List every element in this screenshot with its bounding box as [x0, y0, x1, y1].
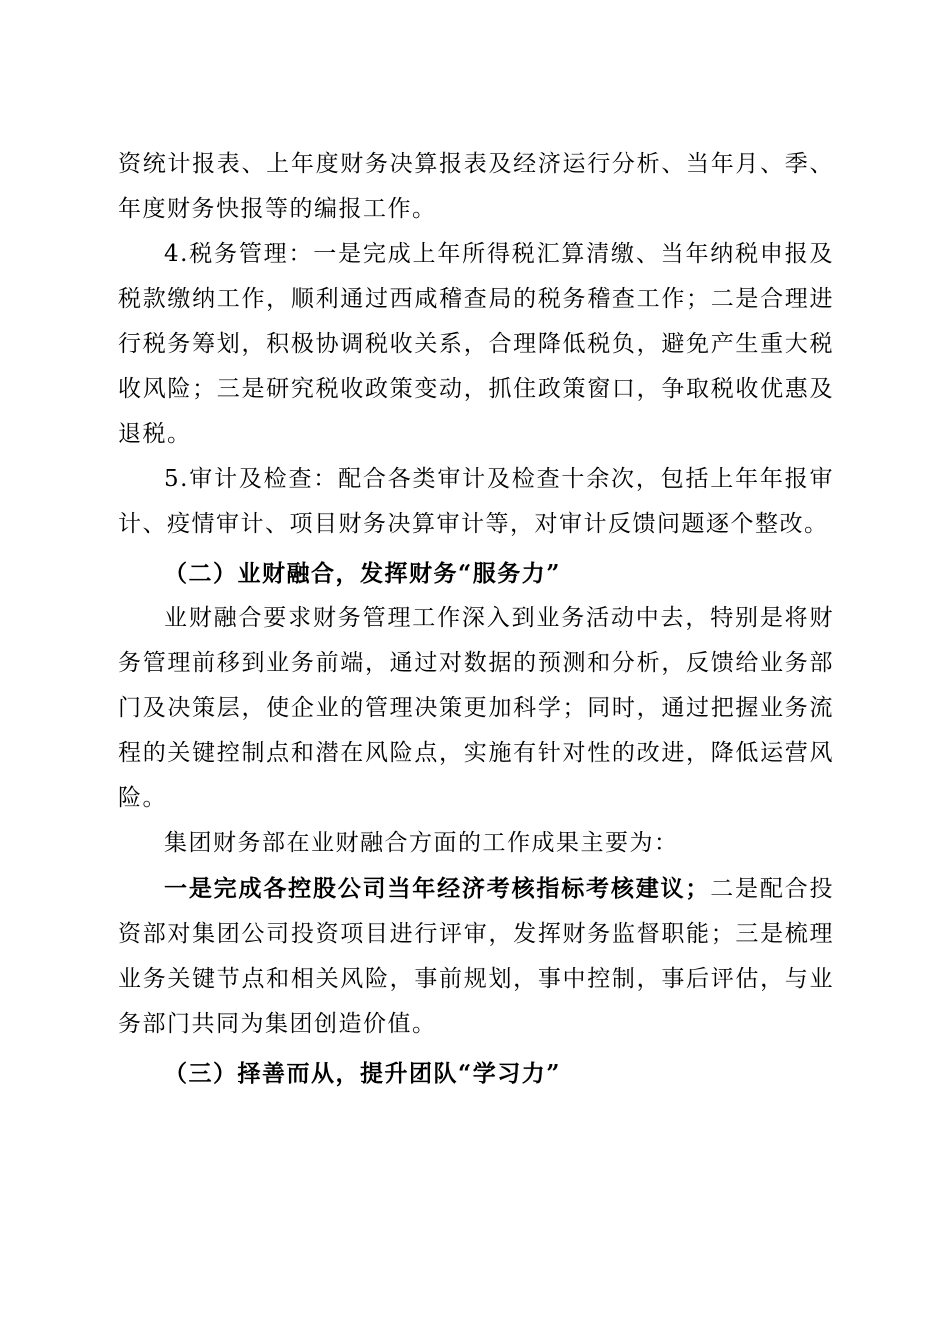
paragraph-results	[118, 866, 834, 1047]
paragraph-results-lead: 一是完成各控股公司当年经济考核指标考核建议；	[164, 875, 710, 902]
document-body	[118, 142, 834, 1096]
paragraph-results-rest: 二是配合投资部对集团公司投资项目进行评审，发挥财务监督职能；三是梳理业务关键节点和相关风险，事前规划，事中控制，事后评估，与业务部门共同为集团创造价值。	[118, 876, 835, 1037]
paragraph-audit-inspection: 5.审计及检查：配合各类审计及检查十余次，包括上年年报审计、疫情审计、项目财务决算审计等，对审计反馈问题逐个整改。	[118, 466, 834, 537]
paragraph-continuation: 资统计报表、上年度财务决算报表及经济运行分析、当年月、季、年度财务快报等的编报工作。	[118, 151, 834, 222]
section-heading-3: （三）择善而从，提升团队“学习力”	[164, 1060, 561, 1087]
paragraph-tax-management: 4.税务管理：一是完成上年所得税汇算清缴、当年纳税申报及税款缴纳工作，顺利通过西咸稽查局的税务稽查工作；二是合理进行税务筹划，积极协调税收关系，合理降低税负，避免产生重大税收风险；三是研究税收政策变动，抓住政策窗口，争取税收优惠及退税。	[118, 241, 834, 447]
section-heading-2: （二）业财融合，发挥财务“服务力”	[164, 560, 561, 587]
paragraph-business-finance: 业财融合要求财务管理工作深入到业务活动中去，特别是将财务管理前移到业务前端，通过对数据的预测和分析，反馈给业务部门及决策层，使企业的管理决策更加科学；同时，通过把握业务流程的关键控制点和潜在风险点，实施有针对性的改进，降低运营风险。	[118, 605, 834, 811]
paragraph-results-intro: 集团财务部在业财融合方面的工作成果主要为：	[164, 830, 679, 856]
